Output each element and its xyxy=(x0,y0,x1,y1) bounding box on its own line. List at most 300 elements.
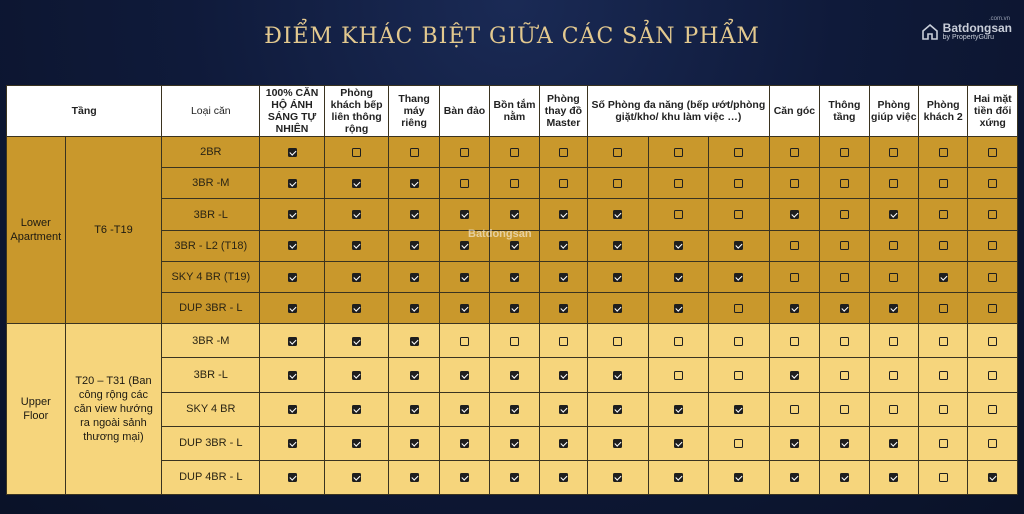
checked-checkbox-icon xyxy=(460,371,469,380)
check-cell xyxy=(439,324,489,358)
checked-checkbox-icon xyxy=(410,371,419,380)
check-cell xyxy=(260,392,325,426)
checked-checkbox-icon xyxy=(352,439,361,448)
check-cell xyxy=(539,293,587,324)
unchecked-checkbox-icon xyxy=(889,337,898,346)
check-cell xyxy=(260,358,325,392)
check-cell xyxy=(869,358,918,392)
brand-sub: by PropertyGuru xyxy=(942,34,995,41)
check-cell xyxy=(439,426,489,460)
check-cell xyxy=(820,230,869,261)
check-cell xyxy=(439,261,489,292)
unit-type-label: 2BR xyxy=(162,137,260,168)
check-cell xyxy=(709,168,770,199)
check-cell xyxy=(260,137,325,168)
check-cell xyxy=(389,137,439,168)
checked-checkbox-icon xyxy=(790,210,799,219)
unchecked-checkbox-icon xyxy=(988,210,997,219)
floor-range-label: T20 – T31 (Ban công rộng các căn view hướng ra ngoài sảnh thương mại) xyxy=(65,324,162,495)
check-cell xyxy=(919,426,968,460)
unchecked-checkbox-icon xyxy=(790,337,799,346)
checked-checkbox-icon xyxy=(613,210,622,219)
checked-checkbox-icon xyxy=(352,241,361,250)
checked-checkbox-icon xyxy=(288,439,297,448)
checked-checkbox-icon xyxy=(410,179,419,188)
unchecked-checkbox-icon xyxy=(939,405,948,414)
unchecked-checkbox-icon xyxy=(510,179,519,188)
check-cell xyxy=(439,168,489,199)
brand-logo xyxy=(921,16,1012,42)
check-cell xyxy=(709,460,770,494)
checked-checkbox-icon xyxy=(840,304,849,313)
checked-checkbox-icon xyxy=(790,439,799,448)
check-cell xyxy=(490,426,539,460)
header-tang: Tầng xyxy=(7,86,162,137)
check-cell xyxy=(919,293,968,324)
unchecked-checkbox-icon xyxy=(988,179,997,188)
check-cell xyxy=(769,293,819,324)
header-feature: Bồn tắm nằm xyxy=(490,86,539,137)
check-cell xyxy=(490,293,539,324)
header-feature: Hai mặt tiền đối xứng xyxy=(968,86,1018,137)
check-cell xyxy=(869,261,918,292)
check-cell xyxy=(539,230,587,261)
unchecked-checkbox-icon xyxy=(939,210,948,219)
checked-checkbox-icon xyxy=(460,439,469,448)
check-cell xyxy=(439,293,489,324)
checked-checkbox-icon xyxy=(613,304,622,313)
checked-checkbox-icon xyxy=(410,304,419,313)
check-cell xyxy=(389,261,439,292)
check-cell xyxy=(648,293,709,324)
checked-checkbox-icon xyxy=(352,337,361,346)
check-cell xyxy=(820,199,869,230)
check-cell xyxy=(869,460,918,494)
unchecked-checkbox-icon xyxy=(840,148,849,157)
unchecked-checkbox-icon xyxy=(988,148,997,157)
check-cell xyxy=(588,358,649,392)
check-cell xyxy=(648,392,709,426)
checked-checkbox-icon xyxy=(510,304,519,313)
check-cell xyxy=(968,358,1018,392)
unit-type-label: DUP 4BR - L xyxy=(162,460,260,494)
unchecked-checkbox-icon xyxy=(613,337,622,346)
unchecked-checkbox-icon xyxy=(674,148,683,157)
checked-checkbox-icon xyxy=(352,304,361,313)
checked-checkbox-icon xyxy=(510,241,519,250)
header-feature: Bàn đảo xyxy=(439,86,489,137)
check-cell xyxy=(769,199,819,230)
check-cell xyxy=(389,324,439,358)
check-cell xyxy=(588,392,649,426)
unit-type-label: SKY 4 BR (T19) xyxy=(162,261,260,292)
check-cell xyxy=(919,199,968,230)
checked-checkbox-icon xyxy=(559,371,568,380)
checked-checkbox-icon xyxy=(460,210,469,219)
check-cell xyxy=(324,261,389,292)
check-cell xyxy=(324,137,389,168)
checked-checkbox-icon xyxy=(288,304,297,313)
checked-checkbox-icon xyxy=(410,405,419,414)
unchecked-checkbox-icon xyxy=(790,405,799,414)
check-cell xyxy=(588,460,649,494)
check-cell xyxy=(648,168,709,199)
checked-checkbox-icon xyxy=(410,210,419,219)
check-cell xyxy=(260,199,325,230)
unit-type-label: DUP 3BR - L xyxy=(162,293,260,324)
check-cell xyxy=(389,199,439,230)
checked-checkbox-icon xyxy=(559,210,568,219)
check-cell xyxy=(709,199,770,230)
check-cell xyxy=(820,426,869,460)
unchecked-checkbox-icon xyxy=(889,241,898,250)
check-cell xyxy=(324,293,389,324)
unchecked-checkbox-icon xyxy=(889,179,898,188)
check-cell xyxy=(919,137,968,168)
check-cell xyxy=(820,324,869,358)
unchecked-checkbox-icon xyxy=(939,371,948,380)
check-cell xyxy=(324,426,389,460)
unchecked-checkbox-icon xyxy=(674,179,683,188)
check-cell xyxy=(389,358,439,392)
check-cell xyxy=(968,392,1018,426)
check-cell xyxy=(490,199,539,230)
check-cell xyxy=(439,460,489,494)
check-cell xyxy=(324,460,389,494)
check-cell xyxy=(490,358,539,392)
unchecked-checkbox-icon xyxy=(510,337,519,346)
comparison-table xyxy=(6,85,1018,495)
checked-checkbox-icon xyxy=(352,473,361,482)
check-cell xyxy=(490,324,539,358)
unchecked-checkbox-icon xyxy=(988,304,997,313)
checked-checkbox-icon xyxy=(510,273,519,282)
unchecked-checkbox-icon xyxy=(790,241,799,250)
brand-domain: .com.vn xyxy=(988,16,1010,22)
checked-checkbox-icon xyxy=(288,405,297,414)
unchecked-checkbox-icon xyxy=(734,439,743,448)
batdongsan-logo-icon xyxy=(921,23,939,41)
checked-checkbox-icon xyxy=(410,439,419,448)
check-cell xyxy=(709,324,770,358)
checked-checkbox-icon xyxy=(288,473,297,482)
unchecked-checkbox-icon xyxy=(410,148,419,157)
unchecked-checkbox-icon xyxy=(559,179,568,188)
unit-type-label: 3BR -M xyxy=(162,324,260,358)
unchecked-checkbox-icon xyxy=(840,371,849,380)
checked-checkbox-icon xyxy=(288,371,297,380)
unchecked-checkbox-icon xyxy=(939,148,948,157)
check-cell xyxy=(869,199,918,230)
unchecked-checkbox-icon xyxy=(988,405,997,414)
check-cell xyxy=(869,230,918,261)
checked-checkbox-icon xyxy=(352,371,361,380)
unchecked-checkbox-icon xyxy=(559,337,568,346)
check-cell xyxy=(769,460,819,494)
check-cell xyxy=(709,137,770,168)
check-cell xyxy=(968,293,1018,324)
checked-checkbox-icon xyxy=(510,439,519,448)
check-cell xyxy=(260,324,325,358)
check-cell xyxy=(820,460,869,494)
checked-checkbox-icon xyxy=(734,473,743,482)
check-cell xyxy=(648,199,709,230)
check-cell xyxy=(648,358,709,392)
checked-checkbox-icon xyxy=(889,304,898,313)
checked-checkbox-icon xyxy=(352,179,361,188)
check-cell xyxy=(869,137,918,168)
checked-checkbox-icon xyxy=(352,210,361,219)
unchecked-checkbox-icon xyxy=(840,405,849,414)
unchecked-checkbox-icon xyxy=(889,371,898,380)
check-cell xyxy=(820,358,869,392)
unchecked-checkbox-icon xyxy=(840,273,849,282)
check-cell xyxy=(439,358,489,392)
unchecked-checkbox-icon xyxy=(613,179,622,188)
unchecked-checkbox-icon xyxy=(734,210,743,219)
check-cell xyxy=(709,358,770,392)
check-cell xyxy=(709,392,770,426)
unit-type-label: 3BR -L xyxy=(162,199,260,230)
page-title: ĐIỂM KHÁC BIỆT GIỮA CÁC SẢN PHẨM xyxy=(264,24,760,49)
unchecked-checkbox-icon xyxy=(889,273,898,282)
check-cell xyxy=(588,137,649,168)
checked-checkbox-icon xyxy=(889,439,898,448)
check-cell xyxy=(820,261,869,292)
check-cell xyxy=(869,168,918,199)
check-cell xyxy=(769,358,819,392)
check-cell xyxy=(588,324,649,358)
checked-checkbox-icon xyxy=(510,405,519,414)
unchecked-checkbox-icon xyxy=(510,148,519,157)
checked-checkbox-icon xyxy=(460,473,469,482)
check-cell xyxy=(324,358,389,392)
check-cell xyxy=(648,230,709,261)
unit-type-label: 3BR - L2 (T18) xyxy=(162,230,260,261)
checked-checkbox-icon xyxy=(510,473,519,482)
table-row xyxy=(7,324,1018,358)
check-cell xyxy=(260,230,325,261)
check-cell xyxy=(769,392,819,426)
check-cell xyxy=(648,460,709,494)
check-cell xyxy=(919,230,968,261)
header-feature: 100% CĂN HỘ ÁNH SÁNG TỰ NHIÊN xyxy=(260,86,325,137)
checked-checkbox-icon xyxy=(674,473,683,482)
check-cell xyxy=(539,168,587,199)
header-feature: Số Phòng đa năng (bếp ướt/phòng giặt/kho/ khu làm việc …) xyxy=(588,86,770,137)
checked-checkbox-icon xyxy=(559,273,568,282)
checked-checkbox-icon xyxy=(613,473,622,482)
header-feature: Thông tầng xyxy=(820,86,869,137)
checked-checkbox-icon xyxy=(410,337,419,346)
checked-checkbox-icon xyxy=(288,273,297,282)
header-feature: Căn góc xyxy=(769,86,819,137)
check-cell xyxy=(389,293,439,324)
unchecked-checkbox-icon xyxy=(988,337,997,346)
check-cell xyxy=(769,261,819,292)
check-cell xyxy=(539,392,587,426)
unchecked-checkbox-icon xyxy=(790,179,799,188)
floor-group-label: Lower Apartment xyxy=(7,137,66,324)
check-cell xyxy=(389,230,439,261)
unchecked-checkbox-icon xyxy=(988,371,997,380)
check-cell xyxy=(820,137,869,168)
checked-checkbox-icon xyxy=(510,210,519,219)
check-cell xyxy=(389,426,439,460)
checked-checkbox-icon xyxy=(734,241,743,250)
checked-checkbox-icon xyxy=(613,371,622,380)
unit-type-label: SKY 4 BR xyxy=(162,392,260,426)
check-cell xyxy=(648,137,709,168)
checked-checkbox-icon xyxy=(988,473,997,482)
unchecked-checkbox-icon xyxy=(939,179,948,188)
checked-checkbox-icon xyxy=(840,473,849,482)
unchecked-checkbox-icon xyxy=(734,337,743,346)
unchecked-checkbox-icon xyxy=(939,473,948,482)
check-cell xyxy=(539,460,587,494)
header-feature: Phòng khách 2 xyxy=(919,86,968,137)
unit-type-label: 3BR -M xyxy=(162,168,260,199)
checked-checkbox-icon xyxy=(460,241,469,250)
check-cell xyxy=(869,293,918,324)
checked-checkbox-icon xyxy=(352,405,361,414)
floor-range-label: T6 -T19 xyxy=(65,137,162,324)
unchecked-checkbox-icon xyxy=(939,304,948,313)
checked-checkbox-icon xyxy=(288,241,297,250)
check-cell xyxy=(769,168,819,199)
checked-checkbox-icon xyxy=(790,304,799,313)
unchecked-checkbox-icon xyxy=(840,241,849,250)
check-cell xyxy=(324,199,389,230)
check-cell xyxy=(968,324,1018,358)
unchecked-checkbox-icon xyxy=(460,337,469,346)
unchecked-checkbox-icon xyxy=(734,304,743,313)
unchecked-checkbox-icon xyxy=(790,273,799,282)
checked-checkbox-icon xyxy=(410,473,419,482)
unchecked-checkbox-icon xyxy=(734,148,743,157)
check-cell xyxy=(588,293,649,324)
check-cell xyxy=(439,199,489,230)
brand-name: Batdongsan xyxy=(942,21,1012,35)
check-cell xyxy=(324,168,389,199)
checked-checkbox-icon xyxy=(674,273,683,282)
header-feature: Phòng khách bếp liên thông rộng xyxy=(324,86,389,137)
unchecked-checkbox-icon xyxy=(988,241,997,250)
checked-checkbox-icon xyxy=(559,439,568,448)
checked-checkbox-icon xyxy=(559,405,568,414)
table-row xyxy=(7,137,1018,168)
checked-checkbox-icon xyxy=(410,273,419,282)
check-cell xyxy=(820,392,869,426)
unchecked-checkbox-icon xyxy=(939,337,948,346)
check-cell xyxy=(919,261,968,292)
check-cell xyxy=(260,293,325,324)
check-cell xyxy=(709,261,770,292)
unchecked-checkbox-icon xyxy=(840,179,849,188)
unchecked-checkbox-icon xyxy=(559,148,568,157)
check-cell xyxy=(588,426,649,460)
check-cell xyxy=(389,168,439,199)
unchecked-checkbox-icon xyxy=(889,148,898,157)
checked-checkbox-icon xyxy=(559,473,568,482)
check-cell xyxy=(260,168,325,199)
check-cell xyxy=(769,324,819,358)
checked-checkbox-icon xyxy=(460,304,469,313)
header-loai-can: Loại căn xyxy=(162,86,260,137)
checked-checkbox-icon xyxy=(510,371,519,380)
check-cell xyxy=(588,230,649,261)
check-cell xyxy=(324,324,389,358)
unchecked-checkbox-icon xyxy=(674,337,683,346)
checked-checkbox-icon xyxy=(460,273,469,282)
unchecked-checkbox-icon xyxy=(734,371,743,380)
check-cell xyxy=(490,168,539,199)
check-cell xyxy=(919,460,968,494)
check-cell xyxy=(539,261,587,292)
unchecked-checkbox-icon xyxy=(460,179,469,188)
unchecked-checkbox-icon xyxy=(790,148,799,157)
check-cell xyxy=(260,460,325,494)
checked-checkbox-icon xyxy=(559,304,568,313)
check-cell xyxy=(919,358,968,392)
checked-checkbox-icon xyxy=(288,148,297,157)
check-cell xyxy=(869,426,918,460)
check-cell xyxy=(539,137,587,168)
unchecked-checkbox-icon xyxy=(674,371,683,380)
check-cell xyxy=(260,261,325,292)
unchecked-checkbox-icon xyxy=(988,273,997,282)
unchecked-checkbox-icon xyxy=(674,210,683,219)
check-cell xyxy=(539,426,587,460)
checked-checkbox-icon xyxy=(790,371,799,380)
checked-checkbox-icon xyxy=(674,439,683,448)
unchecked-checkbox-icon xyxy=(939,439,948,448)
header-feature: Phòng thay đồ Master xyxy=(539,86,587,137)
unchecked-checkbox-icon xyxy=(460,148,469,157)
checked-checkbox-icon xyxy=(410,241,419,250)
check-cell xyxy=(490,137,539,168)
check-cell xyxy=(588,199,649,230)
unchecked-checkbox-icon xyxy=(352,148,361,157)
unchecked-checkbox-icon xyxy=(889,405,898,414)
check-cell xyxy=(389,392,439,426)
check-cell xyxy=(869,324,918,358)
unchecked-checkbox-icon xyxy=(840,210,849,219)
checked-checkbox-icon xyxy=(939,273,948,282)
checked-checkbox-icon xyxy=(559,241,568,250)
check-cell xyxy=(389,460,439,494)
unchecked-checkbox-icon xyxy=(734,179,743,188)
check-cell xyxy=(260,426,325,460)
checked-checkbox-icon xyxy=(613,405,622,414)
checked-checkbox-icon xyxy=(889,473,898,482)
floor-group-label: Upper Floor xyxy=(7,324,66,495)
check-cell xyxy=(490,261,539,292)
checked-checkbox-icon xyxy=(734,405,743,414)
check-cell xyxy=(968,168,1018,199)
check-cell xyxy=(648,261,709,292)
check-cell xyxy=(968,230,1018,261)
header-row xyxy=(7,86,1018,137)
check-cell xyxy=(539,199,587,230)
check-cell xyxy=(709,426,770,460)
checked-checkbox-icon xyxy=(674,405,683,414)
unchecked-checkbox-icon xyxy=(988,439,997,448)
check-cell xyxy=(709,293,770,324)
check-cell xyxy=(820,168,869,199)
check-cell xyxy=(324,392,389,426)
check-cell xyxy=(439,230,489,261)
